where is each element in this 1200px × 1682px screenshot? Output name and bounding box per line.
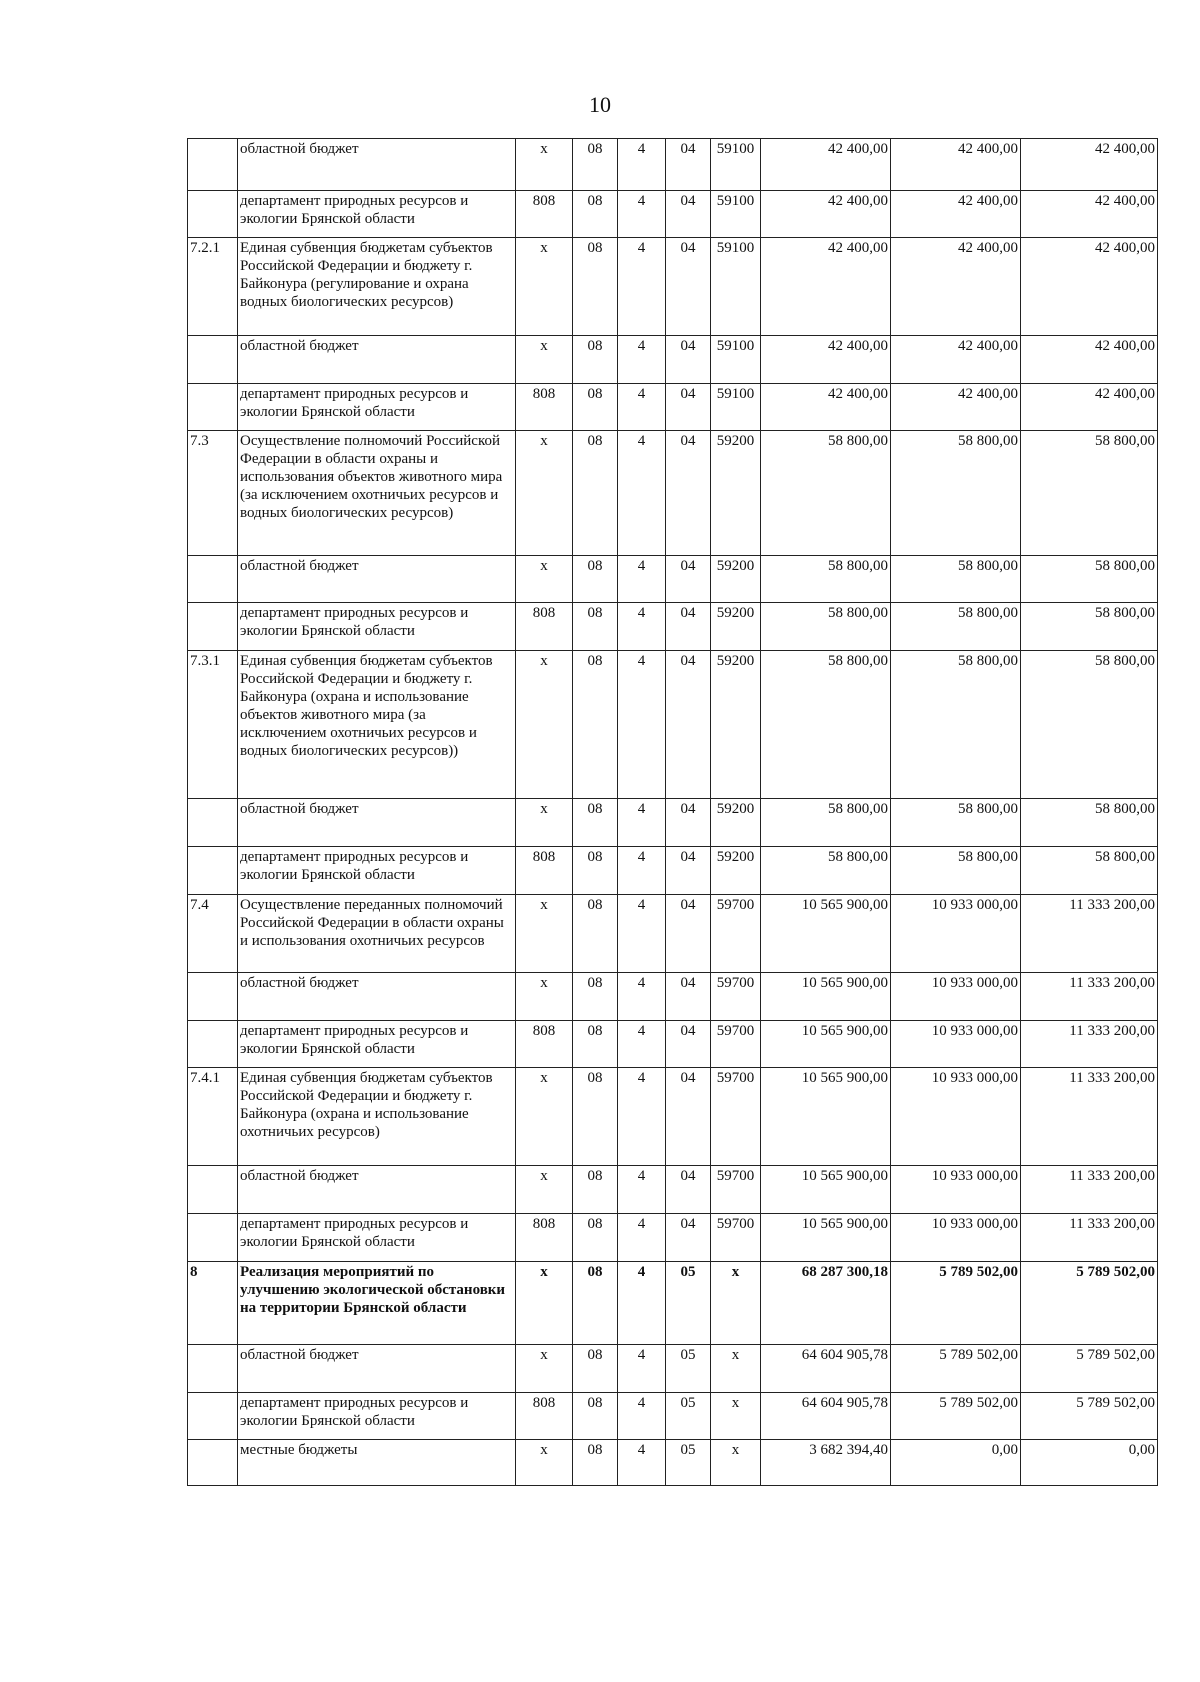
- cell-name: местные бюджеты: [238, 1440, 516, 1486]
- cell-number: [188, 139, 238, 191]
- cell-code-1: х: [516, 336, 573, 384]
- cell-code-4: 04: [666, 799, 711, 847]
- cell-code-2: 08: [573, 1214, 618, 1262]
- table-row: [188, 973, 1158, 1021]
- cell-amount-1: 58 800,00: [761, 431, 891, 556]
- table-row: [188, 556, 1158, 603]
- table-row: [188, 336, 1158, 384]
- cell-code-3: 4: [618, 1262, 666, 1345]
- cell-amount-3: 58 800,00: [1021, 603, 1158, 651]
- cell-number: 7.4: [188, 895, 238, 973]
- cell-amount-1: 10 565 900,00: [761, 1021, 891, 1068]
- cell-amount-2: 58 800,00: [891, 847, 1021, 895]
- cell-amount-2: 10 933 000,00: [891, 1214, 1021, 1262]
- cell-name: Осуществление переданных полномочий Российской Федерации в области охраны и использования охотничьих ресурсов: [238, 895, 516, 973]
- cell-amount-2: 58 800,00: [891, 603, 1021, 651]
- cell-code-1: х: [516, 1068, 573, 1166]
- cell-name: департамент природных ресурсов и экологии Брянской области: [238, 384, 516, 431]
- cell-code-1: 808: [516, 603, 573, 651]
- cell-code-1: х: [516, 895, 573, 973]
- cell-amount-1: 68 287 300,18: [761, 1262, 891, 1345]
- cell-code-3: 4: [618, 895, 666, 973]
- cell-name: Реализация мероприятий по улучшению экологической обстановки на территории Брянской области: [238, 1262, 516, 1345]
- cell-code-1: х: [516, 799, 573, 847]
- cell-code-5: 59700: [711, 1166, 761, 1214]
- cell-code-3: 4: [618, 651, 666, 799]
- cell-amount-3: 58 800,00: [1021, 431, 1158, 556]
- cell-amount-2: 10 933 000,00: [891, 895, 1021, 973]
- cell-code-4: 04: [666, 1214, 711, 1262]
- cell-amount-2: 5 789 502,00: [891, 1262, 1021, 1345]
- cell-code-2: 08: [573, 603, 618, 651]
- cell-code-3: 4: [618, 238, 666, 336]
- table-row: [188, 799, 1158, 847]
- cell-code-5: 59700: [711, 973, 761, 1021]
- cell-amount-1: 42 400,00: [761, 238, 891, 336]
- cell-code-5: 59700: [711, 895, 761, 973]
- cell-number: 7.2.1: [188, 238, 238, 336]
- table-row: [188, 1345, 1158, 1393]
- cell-amount-1: 58 800,00: [761, 556, 891, 603]
- cell-code-5: 59200: [711, 556, 761, 603]
- cell-amount-1: 10 565 900,00: [761, 1166, 891, 1214]
- cell-name: департамент природных ресурсов и экологии Брянской области: [238, 603, 516, 651]
- page-number: 10: [589, 92, 611, 117]
- cell-code-4: 04: [666, 603, 711, 651]
- cell-amount-1: 58 800,00: [761, 799, 891, 847]
- cell-code-2: 08: [573, 384, 618, 431]
- cell-code-4: 04: [666, 384, 711, 431]
- table-body: [188, 139, 1158, 1486]
- cell-code-3: 4: [618, 431, 666, 556]
- cell-amount-3: 5 789 502,00: [1021, 1393, 1158, 1440]
- cell-code-5: х: [711, 1262, 761, 1345]
- table-row: [188, 191, 1158, 238]
- cell-amount-3: 0,00: [1021, 1440, 1158, 1486]
- cell-code-2: 08: [573, 336, 618, 384]
- cell-code-2: 08: [573, 895, 618, 973]
- cell-amount-1: 64 604 905,78: [761, 1345, 891, 1393]
- cell-name: областной бюджет: [238, 1345, 516, 1393]
- cell-code-1: х: [516, 651, 573, 799]
- cell-code-1: 808: [516, 1021, 573, 1068]
- cell-amount-1: 42 400,00: [761, 336, 891, 384]
- cell-name: Единая субвенция бюджетам субъектов Российской Федерации и бюджету г. Байконура (регулирование и охрана водных биологических ресурсов): [238, 238, 516, 336]
- cell-amount-1: 42 400,00: [761, 384, 891, 431]
- cell-code-4: 04: [666, 1021, 711, 1068]
- cell-code-1: 808: [516, 847, 573, 895]
- table-row: [188, 139, 1158, 191]
- cell-name: департамент природных ресурсов и экологии Брянской области: [238, 1393, 516, 1440]
- table-row: [188, 847, 1158, 895]
- table-row: [188, 1214, 1158, 1262]
- cell-code-4: 04: [666, 191, 711, 238]
- cell-code-3: 4: [618, 1021, 666, 1068]
- cell-amount-1: 42 400,00: [761, 191, 891, 238]
- cell-amount-2: 42 400,00: [891, 191, 1021, 238]
- cell-number: [188, 384, 238, 431]
- cell-code-1: х: [516, 1166, 573, 1214]
- cell-code-1: 808: [516, 1393, 573, 1440]
- cell-number: [188, 973, 238, 1021]
- cell-amount-1: 58 800,00: [761, 603, 891, 651]
- cell-code-4: 04: [666, 139, 711, 191]
- cell-code-5: 59700: [711, 1214, 761, 1262]
- cell-number: [188, 847, 238, 895]
- cell-code-5: х: [711, 1440, 761, 1486]
- cell-amount-3: 5 789 502,00: [1021, 1262, 1158, 1345]
- table-row: [188, 1068, 1158, 1166]
- table-row: [188, 1440, 1158, 1486]
- cell-amount-3: 42 400,00: [1021, 139, 1158, 191]
- cell-code-4: 04: [666, 556, 711, 603]
- cell-code-3: 4: [618, 799, 666, 847]
- cell-amount-3: 11 333 200,00: [1021, 1166, 1158, 1214]
- cell-amount-3: 11 333 200,00: [1021, 1021, 1158, 1068]
- cell-code-4: 04: [666, 238, 711, 336]
- cell-code-2: 08: [573, 799, 618, 847]
- cell-number: [188, 191, 238, 238]
- cell-code-3: 4: [618, 556, 666, 603]
- table-row: [188, 603, 1158, 651]
- table-row: [188, 384, 1158, 431]
- cell-code-1: х: [516, 1262, 573, 1345]
- cell-amount-1: 64 604 905,78: [761, 1393, 891, 1440]
- cell-amount-2: 42 400,00: [891, 238, 1021, 336]
- cell-amount-1: 10 565 900,00: [761, 1068, 891, 1166]
- cell-code-2: 08: [573, 431, 618, 556]
- cell-name: областной бюджет: [238, 1166, 516, 1214]
- cell-number: 8: [188, 1262, 238, 1345]
- cell-code-4: 04: [666, 1068, 711, 1166]
- cell-code-3: 4: [618, 1068, 666, 1166]
- cell-code-5: 59100: [711, 336, 761, 384]
- cell-code-2: 08: [573, 1393, 618, 1440]
- cell-number: 7.4.1: [188, 1068, 238, 1166]
- cell-code-2: 08: [573, 1345, 618, 1393]
- cell-code-3: 4: [618, 191, 666, 238]
- table-row: [188, 431, 1158, 556]
- cell-number: [188, 1166, 238, 1214]
- cell-code-4: 04: [666, 1166, 711, 1214]
- cell-code-1: х: [516, 556, 573, 603]
- cell-code-3: 4: [618, 384, 666, 431]
- cell-code-4: 05: [666, 1440, 711, 1486]
- cell-amount-1: 3 682 394,40: [761, 1440, 891, 1486]
- cell-amount-2: 58 800,00: [891, 431, 1021, 556]
- cell-code-1: х: [516, 431, 573, 556]
- cell-name: областной бюджет: [238, 973, 516, 1021]
- cell-code-2: 08: [573, 973, 618, 1021]
- cell-amount-1: 42 400,00: [761, 139, 891, 191]
- cell-amount-3: 58 800,00: [1021, 651, 1158, 799]
- cell-amount-2: 58 800,00: [891, 556, 1021, 603]
- table-row: [188, 1393, 1158, 1440]
- cell-name: Осуществление полномочий Российской Федерации в области охраны и использования объектов животного мира (за исключением охотничьих ресурсов и водных биологических ресурсов): [238, 431, 516, 556]
- cell-code-2: 08: [573, 1440, 618, 1486]
- cell-number: [188, 1214, 238, 1262]
- cell-amount-2: 42 400,00: [891, 384, 1021, 431]
- cell-amount-3: 58 800,00: [1021, 799, 1158, 847]
- cell-name: департамент природных ресурсов и экологии Брянской области: [238, 191, 516, 238]
- cell-name: областной бюджет: [238, 556, 516, 603]
- cell-name: департамент природных ресурсов и экологии Брянской области: [238, 847, 516, 895]
- cell-code-2: 08: [573, 238, 618, 336]
- cell-code-5: х: [711, 1393, 761, 1440]
- cell-code-1: 808: [516, 191, 573, 238]
- cell-code-5: х: [711, 1345, 761, 1393]
- cell-code-5: 59700: [711, 1021, 761, 1068]
- cell-name: областной бюджет: [238, 336, 516, 384]
- cell-amount-3: 42 400,00: [1021, 191, 1158, 238]
- cell-code-3: 4: [618, 1345, 666, 1393]
- cell-code-4: 04: [666, 973, 711, 1021]
- cell-code-5: 59700: [711, 1068, 761, 1166]
- cell-amount-2: 5 789 502,00: [891, 1345, 1021, 1393]
- cell-code-2: 08: [573, 1166, 618, 1214]
- cell-code-4: 04: [666, 847, 711, 895]
- table-row: [188, 1021, 1158, 1068]
- cell-code-1: 808: [516, 384, 573, 431]
- cell-amount-1: 10 565 900,00: [761, 895, 891, 973]
- cell-amount-3: 11 333 200,00: [1021, 1214, 1158, 1262]
- cell-code-4: 04: [666, 431, 711, 556]
- cell-code-5: 59100: [711, 191, 761, 238]
- cell-code-1: 808: [516, 1214, 573, 1262]
- table-row: [188, 895, 1158, 973]
- cell-code-3: 4: [618, 1166, 666, 1214]
- cell-code-3: 4: [618, 847, 666, 895]
- cell-amount-2: 42 400,00: [891, 336, 1021, 384]
- cell-amount-2: 58 800,00: [891, 651, 1021, 799]
- cell-name: областной бюджет: [238, 139, 516, 191]
- cell-code-2: 08: [573, 1262, 618, 1345]
- cell-amount-1: 58 800,00: [761, 847, 891, 895]
- cell-code-1: х: [516, 1440, 573, 1486]
- cell-name: департамент природных ресурсов и экологии Брянской области: [238, 1214, 516, 1262]
- cell-amount-2: 5 789 502,00: [891, 1393, 1021, 1440]
- cell-code-4: 05: [666, 1345, 711, 1393]
- table-row: [188, 651, 1158, 799]
- cell-code-3: 4: [618, 336, 666, 384]
- cell-code-4: 05: [666, 1262, 711, 1345]
- cell-code-2: 08: [573, 847, 618, 895]
- cell-code-2: 08: [573, 651, 618, 799]
- cell-amount-3: 42 400,00: [1021, 238, 1158, 336]
- cell-code-3: 4: [618, 1440, 666, 1486]
- cell-code-3: 4: [618, 139, 666, 191]
- cell-code-1: х: [516, 238, 573, 336]
- table-row: [188, 1262, 1158, 1345]
- cell-code-5: 59100: [711, 384, 761, 431]
- cell-number: [188, 799, 238, 847]
- cell-amount-1: 10 565 900,00: [761, 973, 891, 1021]
- cell-amount-2: 10 933 000,00: [891, 1021, 1021, 1068]
- cell-amount-1: 58 800,00: [761, 651, 891, 799]
- cell-name: департамент природных ресурсов и экологии Брянской области: [238, 1021, 516, 1068]
- cell-name: Единая субвенция бюджетам субъектов Российской Федерации и бюджету г. Байконура (охрана и использование объектов животного мира (за исключением охотничьих ресурсов и водных биологических ресурсов)): [238, 651, 516, 799]
- cell-amount-3: 58 800,00: [1021, 847, 1158, 895]
- cell-amount-2: 42 400,00: [891, 139, 1021, 191]
- cell-amount-3: 11 333 200,00: [1021, 973, 1158, 1021]
- cell-name: областной бюджет: [238, 799, 516, 847]
- cell-code-5: 59100: [711, 139, 761, 191]
- cell-amount-3: 58 800,00: [1021, 556, 1158, 603]
- cell-number: [188, 1021, 238, 1068]
- table-row: [188, 238, 1158, 336]
- cell-code-5: 59200: [711, 431, 761, 556]
- cell-number: [188, 556, 238, 603]
- cell-code-1: х: [516, 1345, 573, 1393]
- cell-number: 7.3: [188, 431, 238, 556]
- cell-code-5: 59100: [711, 238, 761, 336]
- cell-amount-2: 10 933 000,00: [891, 1166, 1021, 1214]
- cell-code-4: 05: [666, 1393, 711, 1440]
- cell-code-5: 59200: [711, 799, 761, 847]
- cell-code-2: 08: [573, 1068, 618, 1166]
- cell-amount-2: 10 933 000,00: [891, 973, 1021, 1021]
- cell-amount-3: 11 333 200,00: [1021, 895, 1158, 973]
- cell-code-4: 04: [666, 651, 711, 799]
- budget-table: [187, 138, 1158, 1486]
- cell-amount-3: 11 333 200,00: [1021, 1068, 1158, 1166]
- cell-code-2: 08: [573, 139, 618, 191]
- cell-amount-3: 5 789 502,00: [1021, 1345, 1158, 1393]
- cell-code-5: 59200: [711, 847, 761, 895]
- cell-code-1: х: [516, 973, 573, 1021]
- cell-code-5: 59200: [711, 603, 761, 651]
- cell-code-4: 04: [666, 895, 711, 973]
- cell-number: [188, 1345, 238, 1393]
- cell-code-5: 59200: [711, 651, 761, 799]
- cell-amount-2: 10 933 000,00: [891, 1068, 1021, 1166]
- cell-amount-2: 58 800,00: [891, 799, 1021, 847]
- cell-number: 7.3.1: [188, 651, 238, 799]
- cell-code-2: 08: [573, 1021, 618, 1068]
- cell-number: [188, 603, 238, 651]
- cell-number: [188, 1440, 238, 1486]
- cell-code-1: х: [516, 139, 573, 191]
- table-row: [188, 1166, 1158, 1214]
- cell-amount-2: 0,00: [891, 1440, 1021, 1486]
- cell-number: [188, 1393, 238, 1440]
- cell-code-3: 4: [618, 603, 666, 651]
- cell-name: Единая субвенция бюджетам субъектов Российской Федерации и бюджету г. Байконура (охрана и использование охотничьих ресурсов): [238, 1068, 516, 1166]
- cell-amount-3: 42 400,00: [1021, 384, 1158, 431]
- cell-code-2: 08: [573, 556, 618, 603]
- cell-code-3: 4: [618, 1393, 666, 1440]
- cell-amount-1: 10 565 900,00: [761, 1214, 891, 1262]
- cell-code-3: 4: [618, 973, 666, 1021]
- cell-code-2: 08: [573, 191, 618, 238]
- cell-amount-3: 42 400,00: [1021, 336, 1158, 384]
- cell-number: [188, 336, 238, 384]
- cell-code-4: 04: [666, 336, 711, 384]
- cell-code-3: 4: [618, 1214, 666, 1262]
